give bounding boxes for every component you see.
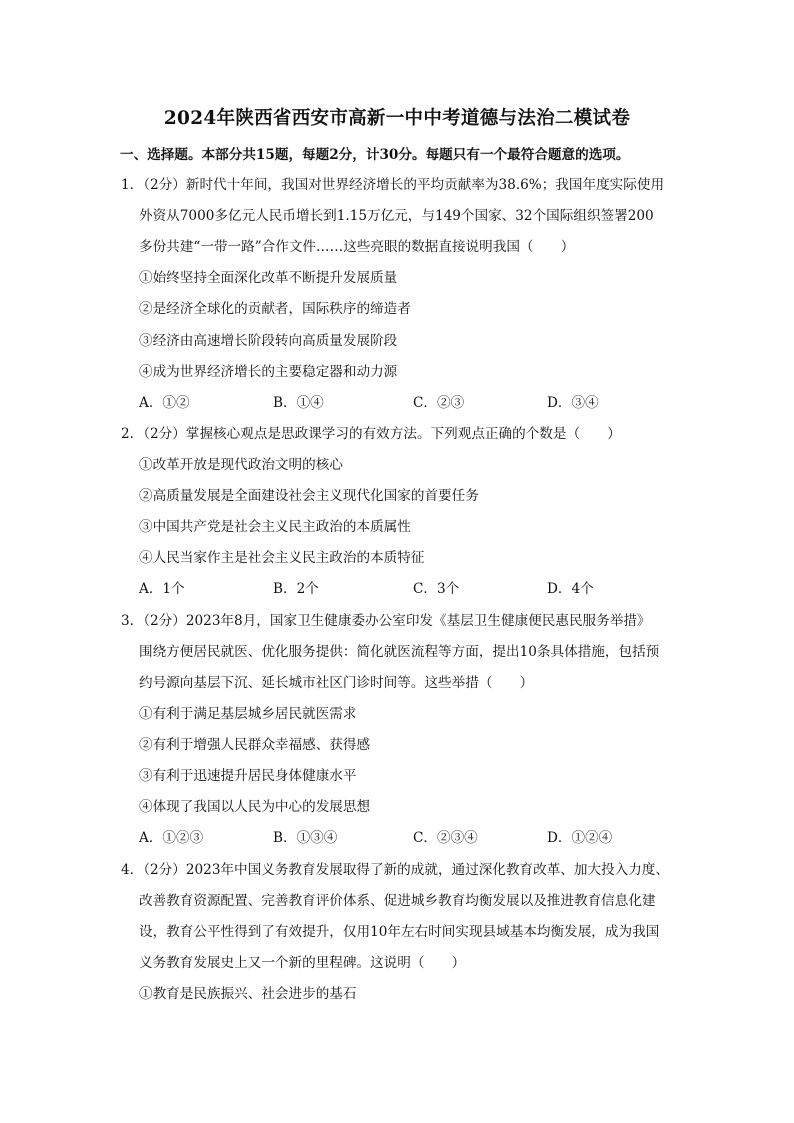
question-4-line-4: 义务教育发展史上又一个新的里程碑。这说明（ ） (139, 955, 466, 971)
question-1-statement-2: ②是经济全球化的贡献者，国际秩序的缔造者 (139, 301, 411, 317)
question-1-line-3: 多份共建“一带一路”合作文件……这些亮眼的数据直接说明我国（ ） (139, 239, 575, 255)
question-1-line-1: 1．（2分）新时代十年间，我国对世界经济增长的平均贡献率为38.6%；我国年度实际使用 (121, 177, 665, 193)
question-3-statement-3: ③有利于迅速提升居民身体健康水平 (139, 768, 357, 784)
option-d[interactable]: D．③④ (547, 395, 599, 411)
question-3-statement-1: ①有利于满足基层城乡居民就医需求 (139, 706, 357, 722)
option-b[interactable]: B．①④ (273, 395, 324, 411)
option-c[interactable]: C．②③④ (413, 830, 478, 846)
option-b[interactable]: B．2个 (273, 581, 319, 597)
option-c[interactable]: C．②③ (413, 395, 465, 411)
question-4-line-3: 设，教育公平性得到了有效提升，仅用10年左右时间实现县域基本均衡发展，成为我国 (139, 924, 660, 940)
page-title: 2024年陕西省西安市高新一中中考道德与法治二模试卷 (163, 108, 631, 129)
question-2-options (139, 580, 679, 600)
question-3-statement-4: ④体现了我国以人民为中心的发展思想 (139, 799, 371, 815)
question-2-line-1: 2．（2分）掌握核心观点是思政课学习的有效方法。下列观点正确的个数是（ ） (121, 426, 621, 442)
question-1-statement-4: ④成为世界经济增长的主要稳定器和动力源 (139, 364, 398, 380)
question-1-options (139, 394, 679, 414)
section-header: 一、选择题。本部分共15题，每题2分，计30分。每题只有一个最符合题意的选项。 (120, 147, 630, 163)
question-3-options (139, 829, 679, 849)
option-c[interactable]: C．3个 (413, 581, 460, 597)
option-d[interactable]: D．4个 (547, 581, 594, 597)
question-2-statement-4: ④人民当家作主是社会主义民主政治的本质特征 (139, 550, 425, 566)
option-a[interactable]: A．①②③ (139, 830, 204, 846)
option-a[interactable]: A．1个 (139, 581, 185, 597)
question-2-statement-3: ③中国共产党是社会主义民主政治的本质属性 (139, 519, 411, 535)
question-3-line-3: 约号源向基层下沉、延长城市社区门诊时间等。这些举措（ ） (139, 675, 534, 691)
option-d[interactable]: D．①②④ (547, 830, 613, 846)
option-b[interactable]: B．①③④ (273, 830, 338, 846)
question-2-statement-2: ②高质量发展是全面建设社会主义现代化国家的首要任务 (139, 488, 479, 504)
question-4-line-1: 4．（2分）2023年中国义务教育发展取得了新的成就，通过深化教育改革、加大投入力度、 (121, 862, 670, 878)
option-a[interactable]: A．①② (139, 395, 190, 411)
question-1-line-2: 外资从7000多亿元人民币增长到1.15万亿元，与149个国家、32个国际组织签署200 (139, 208, 654, 224)
question-3-line-1: 3．（2分）2023年8月，国家卫生健康委办公室印发《基层卫生健康便民惠民服务举措》 (121, 613, 651, 629)
question-4-statement-1: ①教育是民族振兴、社会进步的基石 (139, 986, 357, 1002)
question-4-line-2: 改善教育资源配置、完善教育评价体系、促进城乡教育均衡发展以及推进教育信息化建 (139, 893, 656, 909)
question-1-statement-1: ①始终坚持全面深化改革不断提升发展质量 (139, 270, 398, 286)
question-3-line-2: 围绕方便居民就医、优化服务提供：简化就医流程等方面，提出10条具体措施，包括预 (139, 644, 660, 660)
question-2-statement-1: ①改革开放是现代政治文明的核心 (139, 457, 343, 473)
question-3-statement-2: ②有利于增强人民群众幸福感、获得感 (139, 737, 371, 753)
question-1-statement-3: ③经济由高速增长阶段转向高质量发展阶段 (139, 333, 398, 349)
